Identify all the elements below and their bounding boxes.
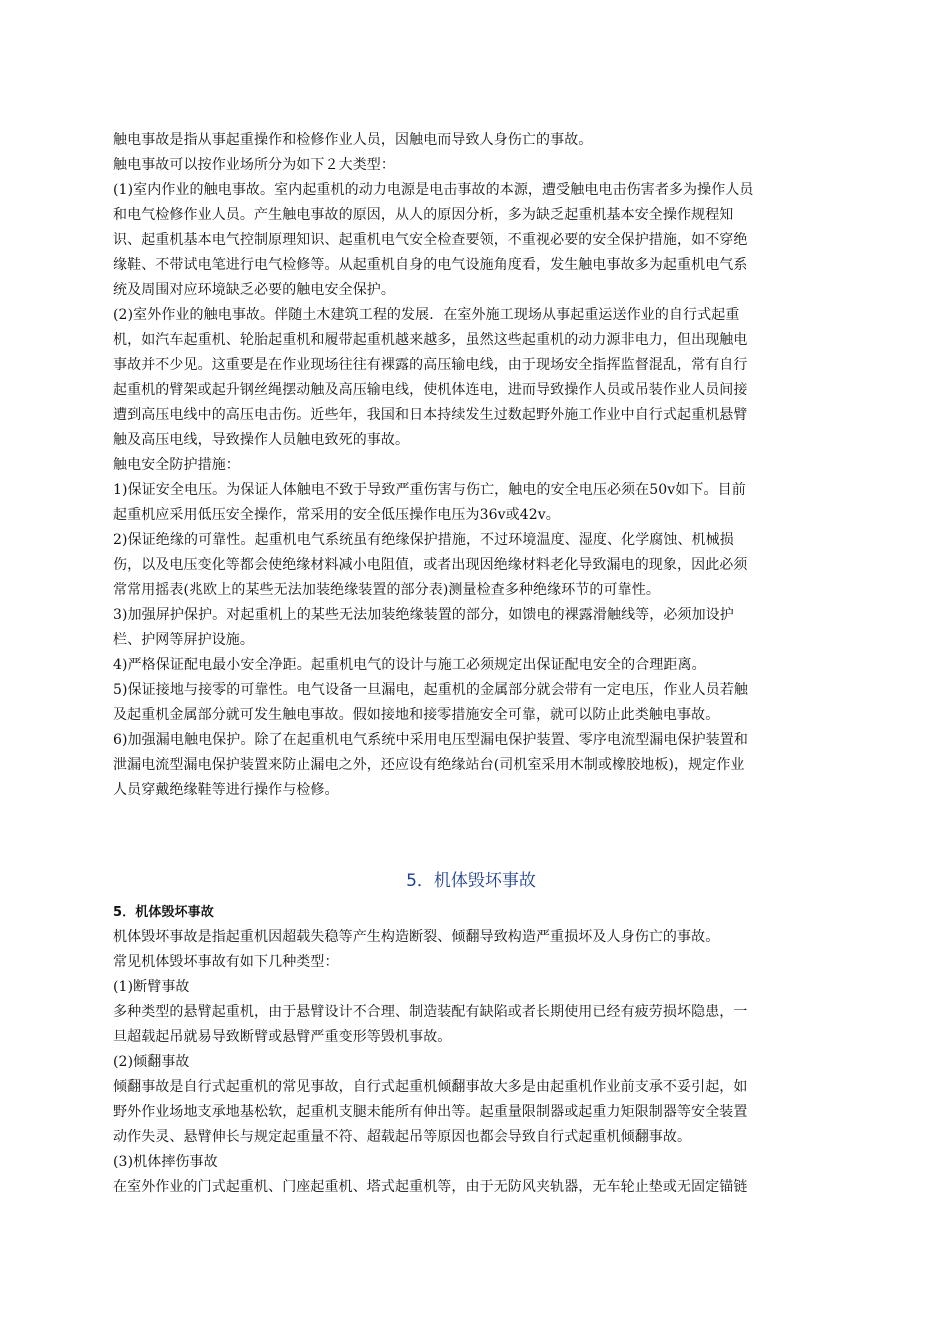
text-line: 倾翻事故是自行式起重机的常见事故，自行式起重机倾翻事故大多是由起重机作业前支承不妥引起，如 — [113, 1079, 748, 1095]
text-line: 触及高压电线，导致操作人员触电致死的事故。 — [113, 432, 410, 448]
text-line: 2)保证绝缘的可靠性。起重机电气系统虽有绝缘保护措施，不过环境温度、湿度、化学腐蚀、机械损 — [113, 532, 734, 548]
text-line: 3)加强屏护保护。对起重机上的某些无法加装绝缘装置的部分，如馈电的裸露滑触线等，必须加设护 — [113, 607, 734, 623]
text-line: 遭到高压电线中的高压电击伤。近些年，我国和日本持续发生过数起野外施工作业中自行式起重机悬臂 — [113, 407, 748, 423]
text-line: 及起重机金属部分就可发生触电事故。假如接地和接零措施安全可靠，就可以防止此类触电事故。 — [113, 707, 720, 723]
text-line: (2)倾翻事故 — [113, 1054, 190, 1070]
section-heading: 5．机体毁坏事故 — [406, 871, 536, 891]
text-line: 4)严格保证配电最小安全净距。起重机电气的设计与施工必须规定出保证配电安全的合理距离。 — [113, 657, 706, 673]
text-line: 识、起重机基本电气控制原理知识、起重机电气安全检查要领，不重视必要的安全保护措施，如不穿绝 — [113, 232, 748, 248]
text-line: 机，如汽车起重机、轮胎起重机和履带起重机越来越多，虽然这些起重机的动力源非电力，但出现触电 — [113, 332, 748, 348]
document-page — [113, 128, 829, 1200]
section-electric-shock — [113, 128, 829, 803]
text-line: 起重机的臂架或起升钢丝绳摆动触及高压输电线，使机体连电，进而导致操作人员或吊装作业人员间接 — [113, 382, 748, 398]
text-line: (1)断臂事故 — [113, 979, 190, 995]
text-line: (3)机体摔伤事故 — [113, 1154, 218, 1170]
text-line: 机体毁坏事故是指起重机因超载失稳等产生构造断裂、倾翻导致构造严重损坏及人身伤亡的事故。 — [113, 929, 720, 945]
text-line: 6)加强漏电触电保护。除了在起重机电气系统中采用电压型漏电保护装置、零序电流型漏电保护装置和 — [113, 732, 748, 748]
section-subheading: 5．机体毁坏事故 — [113, 905, 214, 920]
text-line: 野外作业场地支承地基松软，起重机支腿未能所有伸出等。起重量限制器或起重力矩限制器等安全装置 — [113, 1104, 748, 1120]
text-line: (2)室外作业的触电事故。伴随土木建筑工程的发展．在室外施工现场从事起重运送作业的自行式起重 — [113, 307, 740, 323]
text-line: 常见机体毁坏事故有如下几种类型： — [113, 954, 339, 970]
text-line: 起重机应采用低压安全操作，常采用的安全低压操作电压为36v或42v。 — [113, 507, 560, 523]
text-line: 事故并不少见。这重要是在作业现场往往有裸露的高压输电线，由于现场安全指挥监督混乱，常有自行 — [113, 357, 748, 373]
text-line: 旦超载起吊就易导致断臂或悬臂严重变形等毁机事故。 — [113, 1029, 452, 1045]
text-line: 在室外作业的门式起重机、门座起重机、塔式起重机等，由于无防风夹轨器，无车轮止垫或无固定锚链 — [113, 1179, 748, 1195]
text-line: 常常用摇表(兆欧上的某些无法加装绝缘装置的部分表)测量检查多种绝缘环节的可靠性。 — [113, 582, 660, 598]
text-line: 栏、护网等屏护设施。 — [113, 632, 254, 648]
text-line: 伤，以及电压变化等都会使绝缘材料减小电阻值，或者出现因绝缘材料老化导致漏电的现象，因此必须 — [113, 557, 748, 573]
text-line: 统及周围对应环境缺乏必要的触电安全保护。 — [113, 282, 395, 298]
text-line: 触电安全防护措施： — [113, 457, 240, 473]
text-line: 1)保证安全电压。为保证人体触电不致于导致严重伤害与伤亡，触电的安全电压必须在50v如下。目前 — [113, 482, 746, 498]
text-line: 多种类型的悬臂起重机，由于悬臂设计不合理、制造装配有缺陷或者长期使用已经有疲劳损坏隐患，一 — [113, 1004, 748, 1020]
text-line: 人员穿戴绝缘鞋等进行操作与检修。 — [113, 782, 339, 798]
text-line: 5)保证接地与接零的可靠性。电气设备一旦漏电，起重机的金属部分就会带有一定电压，作业人员若触 — [113, 682, 748, 698]
section-gap — [113, 803, 829, 866]
section-machine-damage — [113, 925, 829, 1200]
text-line: 触电事故可以按作业场所分为如下２大类型： — [113, 157, 395, 173]
text-line: 泄漏电流型漏电保护装置来防止漏电之外，还应设有绝缘站台(司机室采用木制或橡胶地板)，规定作业 — [113, 757, 745, 773]
text-line: (1)室内作业的触电事故。室内起重机的动力电源是电击事故的本源，遭受触电电击伤害者多为操作人员 — [113, 182, 754, 198]
text-line: 动作失灵、悬臂伸长与规定起重量不符、超载起吊等原因也都会导致自行式起重机倾翻事故。 — [113, 1129, 692, 1145]
text-line: 缘鞋、不带试电笔进行电气检修等。从起重机自身的电气设施角度看，发生触电事故多为起重机电气系 — [113, 257, 748, 273]
text-line: 和电气检修作业人员。产生触电事故的原因，从人的原因分析，多为缺乏起重机基本安全操作规程知 — [113, 207, 734, 223]
text-line: 触电事故是指从事起重操作和检修作业人员，因触电而导致人身伤亡的事故。 — [113, 132, 593, 148]
